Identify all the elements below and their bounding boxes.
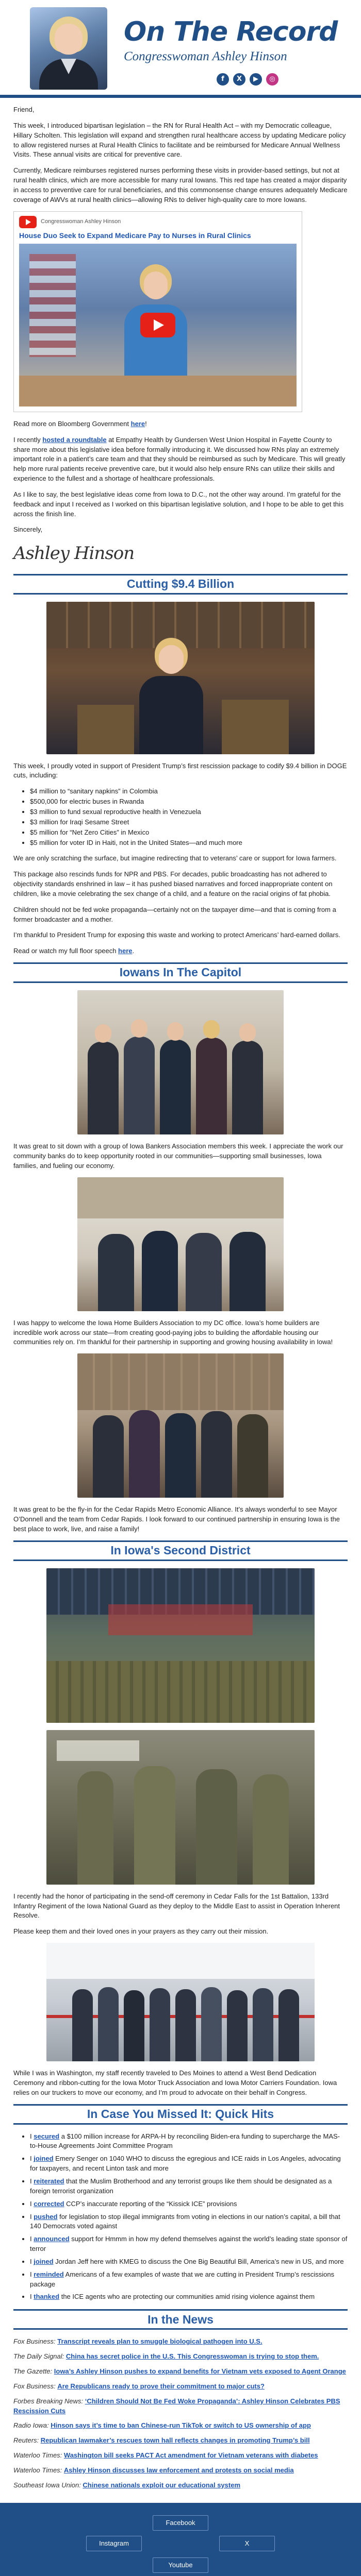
sign-off: Sincerely, [13, 526, 43, 534]
list-item: • I joined Emery Senger on 1040 WHO to discuss the egregious and ICE raids in Los Angeles, advocating for taxpayers, and recent Linton task and more [30, 2154, 348, 2174]
news-item [13, 2421, 348, 2431]
news-item [13, 2436, 348, 2446]
video-embed[interactable] [13, 211, 302, 412]
cedar-rapids-paragraph: It was great to be the fly-in for the Cedar Rapids Metro Economic Alliance. It’s always wonderful to see Mayor O’Donnell and the team from Cedar Rapids. I look forward to our continued partnership in ensuring Iowa is the best place to work, live, and raise a family! [13, 1505, 340, 1533]
youtube-button[interactable]: Youtube [153, 2557, 208, 2573]
video-channel: Congresswoman Ashley Hinson [41, 218, 121, 225]
news-item [13, 2352, 348, 2362]
rescission-intro: This week, I proudly voted in support of President Trump’s first rescission package to codify $9.4 billion in DOGE cuts, including: [13, 761, 347, 779]
main-content [0, 98, 361, 2503]
news-item [13, 2382, 348, 2392]
list-item: • I pushed for legislation to stop illegal immigrants from voting in elections in our nation’s capital, a bill that 140 Democrats voted against [30, 2212, 348, 2232]
section-title: In Case You Missed It: Quick Hits [87, 2107, 274, 2121]
section-title: Cutting $9.4 Billion [126, 577, 235, 590]
roundtable-paragraph: I recently hosted a roundtable at Empathy Health by Gundersen West Union Hospital in Fayette County to share more about this legislative idea before formally introducing it. We discussed how RNs play an extremely important role in a patient’s care team and that they should be reimbursed as such by Medicare. This will greatly help more rural patients receive preventive care, but it would also help ensure RNs can utilize their skills and experience to the fullest and a shortage of healthcare professionals. [13, 435, 346, 483]
section-title: In the News [147, 2312, 214, 2326]
header [0, 0, 361, 98]
header-social-row [217, 73, 278, 86]
bloomberg-link[interactable]: here [130, 419, 145, 428]
facebook-icon[interactable]: f [217, 73, 229, 86]
list-item: • $5 million for “Net Zero Cities” in Mexico [30, 828, 348, 838]
quick-hit-link[interactable]: joined [34, 2155, 54, 2163]
news-headline-link[interactable]: ‘Children Should Not Be Fed Woke Propaganda’: Ashley Hinson Celebrates PBS Rescission Cuts [13, 2397, 340, 2415]
signature: Ashley Hinson [13, 543, 135, 564]
quick-hit-link[interactable]: announced [34, 2235, 70, 2243]
section-banner-cutting [13, 574, 348, 595]
instagram-button[interactable]: Instagram [86, 2536, 142, 2551]
ribbon-cutting-paragraph: While I was in Washington, my staff recently traveled to Des Moines to attend a West Bend Dedication Ceremony and ribbon-cutting for the Iowa Motor Truck Association and Iowa Motor Carriers Foundation. Iowa relies on our truckers to move our economy, and I’m proud to advocate on their behalf in Congress. [13, 2069, 337, 2096]
news-item [13, 2397, 348, 2416]
photo-house-floor [46, 602, 315, 754]
youtube-logo-icon [19, 216, 37, 228]
news-source: Fox Business: [13, 2337, 58, 2346]
news-source: Reuters: [13, 2436, 41, 2445]
x-icon[interactable]: X [233, 73, 245, 86]
photo-bankers [77, 990, 284, 1134]
prayers-paragraph: Please keep them and their loved ones in your prayers as they carry out their mission. [13, 1927, 269, 1936]
news-item [13, 2466, 348, 2476]
news-headline-link[interactable]: Ashley Hinson discusses law enforcement and protests on social media [63, 2466, 294, 2474]
news-headline-link[interactable]: Hinson says it’s time to ban Chinese-run TikTok or switch to US ownership of app [51, 2421, 311, 2430]
video-thumbnail[interactable] [19, 244, 297, 406]
section-banner-quick-hits [13, 2104, 348, 2125]
list-item: • $5 million for voter ID in Haiti, not in the United States—and much more [30, 838, 348, 848]
news-source: Waterloo Times: [13, 2451, 64, 2460]
news-headline-link[interactable]: Iowa’s Ashley Hinson pushes to expand benefits for Vietnam vets exposed to Agent Orange [54, 2367, 346, 2375]
photo-guard-soldiers [46, 1730, 315, 1885]
news-headline-link[interactable]: Chinese nationals exploit our educational system [83, 2481, 240, 2489]
rescission-paragraph-4: Children should not be fed woke propaganda—certainly not on the taxpayer dime—and that is coming from a former broadcaster and a mother. [13, 905, 336, 923]
news-item [13, 2337, 348, 2347]
floor-speech-paragraph: Read or watch my full floor speech here. [13, 947, 135, 955]
instagram-icon[interactable]: ◎ [266, 73, 278, 86]
photo-ribbon-cutting [46, 1943, 315, 2061]
list-item: • I secured a $100 million increase for ARPA-H by reconciling Biden-era funding to supercharge the MAS-to-House Agreements Joint Committee Program [30, 2132, 348, 2151]
news-headline-link[interactable]: Are Republicans ready to prove their commitment to major cuts? [57, 2382, 265, 2390]
facebook-button[interactable]: Facebook [153, 2515, 208, 2531]
rescission-paragraph-3: This package also rescinds funds for NPR and PBS. For decades, public broadcasting has not adhered to objectivity standards enshrined in law – it has pushed biased narratives and forced inappropriate content on children, like a movie celebrating the sex change of a child, and a feature on the racial origins of fat phobia. [13, 870, 333, 897]
masthead [124, 16, 338, 66]
list-item: • $500,000 for electric buses in Rwanda [30, 797, 348, 807]
photo-send-off-ceremony [46, 1568, 315, 1723]
bloomberg-paragraph: Read more on Bloomberg Government here! [13, 419, 147, 428]
news-source: The Gazette: [13, 2367, 54, 2375]
news-headline-link[interactable]: Transcript reveals plan to smuggle biological pathogen into U.S. [57, 2337, 262, 2346]
section-title: In Iowa's Second District [110, 1544, 251, 1557]
section-banner-capitol [13, 962, 348, 983]
photo-cedar-rapids [77, 1353, 284, 1498]
list-item: • $3 million to fund sexual reproductive health in Venezuela [30, 807, 348, 817]
home-builders-paragraph: I was happy to welcome the Iowa Home Builders Association to my DC office. Iowa’s home builders are incredible work across our state—from creating good-paying jobs to building the affordable housing our communities rely on. I’m thankful for their partnership in supporting and growing housing availability in Iowa! [13, 1318, 333, 1346]
list-item: • I reiterated that the Muslim Brotherhood and any terrorist groups like them should be designated as a foreign terrorist organization [30, 2177, 348, 2196]
connect-area [0, 2503, 361, 2576]
news-headline-link[interactable]: China has secret police in the U.S. This Congresswoman is trying to stop them. [65, 2352, 319, 2361]
list-item: • I reminded Americans of a few examples of waste that we are cutting in President Trump’s rescissions package [30, 2270, 348, 2290]
rescission-list [30, 787, 348, 848]
news-source: Waterloo Times: [13, 2466, 64, 2474]
list-item: • I thanked the ICE agents who are protecting our communities amid rising violence against them [30, 2292, 348, 2302]
news-source: The Daily Signal: [13, 2352, 66, 2361]
list-item: • $4 million to “sanitary napkins” in Colombia [30, 787, 348, 796]
news-source: Radio Iowa: [13, 2421, 51, 2430]
news-item [13, 2451, 348, 2461]
news-source: Forbes Breaking News: [13, 2397, 85, 2405]
news-headline-link[interactable]: Republican lawmaker’s rescues town hall reflects changes in promoting Trump’s bill [40, 2436, 310, 2445]
intro-paragraph-2: Currently, Medicare reimburses registered nurses performing these visits in provider-based settings, but not at rural health clinics, which are more accessible for many rural Iowans. This red tape has created a major disparity in access to preventive care for rural beneficiaries, and this commonsense change ensures adequately Medicare coverage of AWVs at rural health clinics—allowing RNs to deliver high-quality care to more Iowans. [13, 166, 348, 204]
quick-hit-link[interactable]: joined [34, 2257, 54, 2265]
section-banner-district [13, 1540, 348, 1561]
send-off-paragraph: I recently had the honor of participating in the send-off ceremony in Cedar Falls for the 1st Battalion, 133rd Infantry Regiment of the Iowa National Guard as they deploy to the Middle East to assist in Operation Inherent Resolve. [13, 1892, 340, 1920]
photo-home-builders [77, 1177, 284, 1311]
news-item [13, 2481, 348, 2490]
bankers-paragraph: It was great to sit down with a group of Iowa Bankers Association members this week. I appreciate the work our community banks do to keep opportunity rooted in our communities—supporting small businesses, Iowa families, and fueling our economy. [13, 1142, 343, 1170]
roundtable-link[interactable]: hosted a roundtable [42, 435, 107, 444]
quick-hit-link[interactable]: secured [34, 2132, 60, 2140]
closing-paragraph: As I like to say, the best legislative ideas come from Iowa to D.C., not the other way around. I’m grateful for the feedback and input I received as I worked on this bipartisan legislative solution, and I hope to be able to get this across the finish line. [13, 490, 344, 518]
quick-hit-link[interactable]: corrected [34, 2199, 64, 2208]
news-source: Southeast Iowa Union: [13, 2481, 83, 2489]
intro-paragraph-1: This week, I introduced bipartisan legislation – the RN for Rural Health Act – with my Democratic colleague, Hillary Scholten. This legislation will expand and strengthen rural healthcare access by updating Medicare policy to allow registered nurses at Rural Health Clinics to facilitate and be reimbursed for Medicare Annual Wellness Visits. These annual visits are critical for preventive care. [13, 121, 346, 159]
section-banner-news [13, 2309, 348, 2330]
video-title[interactable]: House Duo Seek to Expand Medicare Pay to Nurses in Rural Clinics [19, 231, 251, 240]
greeting: Friend, [13, 106, 35, 113]
news-headline-link[interactable]: Washington bill seeks PACT Act amendment for Vietnam veterans with diabetes [63, 2451, 318, 2460]
news-list [13, 2337, 348, 2490]
quick-hit-link[interactable]: reminded [34, 2270, 64, 2278]
floor-speech-link[interactable]: here [118, 947, 133, 955]
quick-hit-link[interactable]: thanked [34, 2293, 60, 2301]
quick-hit-link[interactable]: reiterated [34, 2177, 64, 2185]
list-item: • I corrected CCP’s inaccurate reporting of the “Kissick ICE” provisions [30, 2199, 348, 2209]
section-title: Iowans In The Capitol [119, 965, 242, 979]
x-button[interactable]: X [219, 2536, 275, 2551]
rescission-paragraph-2: We are only scratching the surface, but imagine redirecting that to veterans’ care or support for Iowa farmers. [13, 854, 337, 862]
quick-hits-list [30, 2132, 348, 2302]
rescission-paragraph-5: I’m thankful to President Trump for exposing this waste and working to protect Americans’ hard-earned dollars. [13, 931, 340, 939]
newsletter-subtitle: Congresswoman Ashley Hinson [124, 49, 287, 63]
news-item [13, 2367, 348, 2377]
header-portrait [30, 7, 107, 90]
youtube-icon[interactable]: ▶ [250, 73, 262, 86]
play-icon[interactable] [140, 313, 175, 337]
list-item: • I joined Jordan Jeff here with KMEG to discuss the One Big Beautiful Bill, America’s new in US, and more [30, 2257, 348, 2267]
list-item: • $3 million for Iraqi Sesame Street [30, 818, 348, 827]
quick-hit-link[interactable]: pushed [34, 2212, 58, 2221]
news-source: Fox Business: [13, 2382, 58, 2390]
list-item: • I announced support for Hmmm in how my defend themselves against the world’s leading state sponsor of terror [30, 2234, 348, 2254]
newsletter-title: On The Record [124, 16, 338, 47]
